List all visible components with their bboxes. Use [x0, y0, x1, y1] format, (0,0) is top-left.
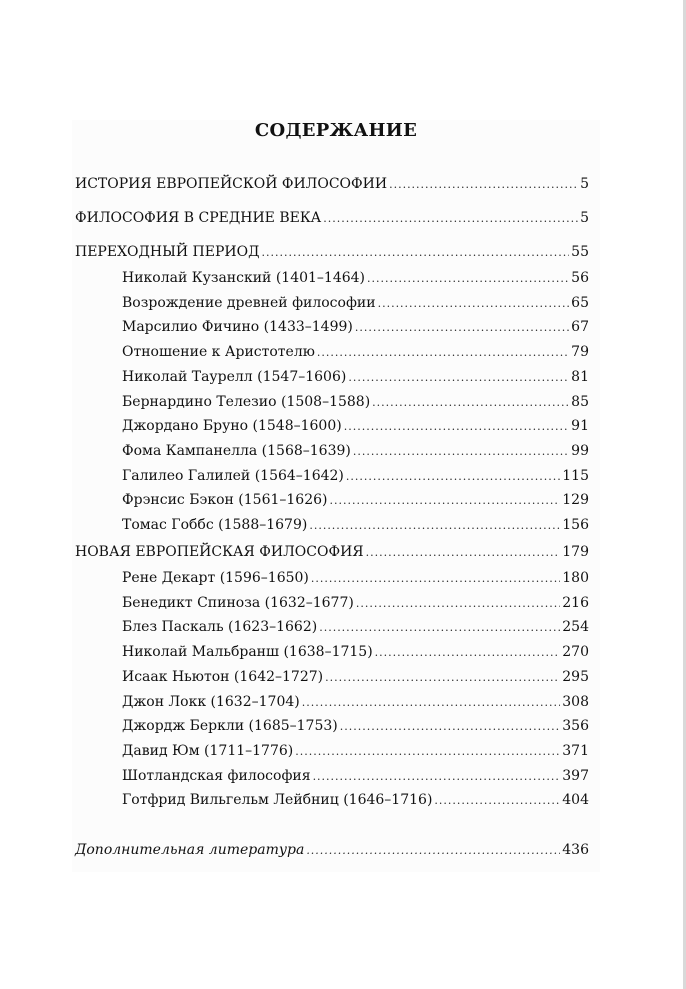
toc-section[interactable]	[75, 208, 589, 228]
toc-entry[interactable]	[122, 692, 589, 712]
toc-label: Исаак Ньютон (1642–1727)	[122, 669, 324, 685]
toc-entry[interactable]	[122, 268, 589, 288]
dot-leader	[389, 175, 578, 195]
toc-label: Николай Кузанский (1401–1464)	[122, 270, 366, 286]
toc-page-number: 5	[580, 176, 589, 192]
toc-page-number: 436	[562, 842, 589, 858]
toc-label: Томас Гоббс (1588–1679)	[122, 517, 308, 533]
toc-label: Фома Кампанелла (1568–1639)	[122, 443, 351, 459]
toc-label: Рене Декарт (1596–1650)	[122, 570, 309, 586]
toc-label: Марсилио Фичино (1433–1499)	[122, 319, 353, 335]
toc-entry[interactable]	[122, 741, 589, 761]
dot-leader	[295, 742, 560, 762]
toc-entry[interactable]	[122, 293, 589, 313]
dot-leader	[302, 693, 561, 713]
dot-leader	[434, 791, 560, 811]
dot-leader	[340, 717, 561, 737]
dot-leader	[372, 393, 569, 413]
dot-leader	[261, 243, 569, 263]
toc-entry[interactable]	[122, 466, 589, 486]
dot-leader	[317, 343, 569, 363]
toc-label: Готфрид Вильгельм Лейбниц (1646–1716)	[122, 792, 433, 808]
toc-label: Галилео Галилей (1564–1642)	[122, 468, 344, 484]
toc-label: Бернардино Телезио (1508–1588)	[122, 394, 371, 410]
toc-page-number: 79	[571, 344, 589, 360]
dot-leader	[367, 269, 569, 289]
toc-page-number: 356	[562, 718, 589, 734]
toc-page-number: 180	[562, 570, 589, 586]
dot-leader	[356, 594, 560, 614]
toc-page-number: 295	[562, 669, 589, 685]
toc-page-number: 81	[571, 369, 589, 385]
toc-entry[interactable]	[122, 642, 589, 662]
toc-page-number: 65	[571, 295, 589, 311]
toc-entry[interactable]	[122, 342, 589, 362]
toc-label: Джордж Беркли (1685–1753)	[122, 718, 338, 734]
toc-section[interactable]	[75, 242, 589, 262]
page-title: СОДЕРЖАНИЕ	[254, 120, 418, 141]
toc-label: ИСТОРИЯ ЕВРОПЕЙСКОЙ ФИЛОСОФИИ	[75, 176, 388, 192]
toc-label: Отношение к Аристотелю	[122, 344, 315, 360]
toc-label: Бенедикт Спиноза (1632–1677)	[122, 595, 354, 611]
toc-label: Возрождение древней философии	[122, 295, 376, 311]
toc-label: Николай Таурелл (1547–1606)	[122, 369, 347, 385]
toc-page-number: 5	[580, 210, 589, 226]
toc-entry[interactable]	[122, 317, 589, 337]
toc-label: Дополнительная литература	[75, 842, 305, 858]
dot-leader	[355, 318, 569, 338]
toc-page-number: 56	[571, 270, 589, 286]
toc-entry[interactable]	[122, 766, 589, 786]
toc-label: Фрэнсис Бэкон (1561–1626)	[122, 492, 328, 508]
toc-entry[interactable]	[122, 392, 589, 412]
dot-leader	[311, 569, 560, 589]
dot-leader	[325, 668, 560, 688]
toc-section[interactable]	[75, 174, 589, 194]
toc-entry[interactable]	[122, 416, 589, 436]
toc-page-number: 99	[571, 443, 589, 459]
dot-leader	[353, 442, 569, 462]
dot-leader	[366, 543, 561, 563]
toc-page-number: 67	[571, 319, 589, 335]
toc-label: Давид Юм (1711–1776)	[122, 743, 294, 759]
dot-leader	[319, 618, 560, 638]
toc-entry[interactable]	[122, 716, 589, 736]
toc-page-number: 308	[562, 694, 589, 710]
toc-page-number: 254	[562, 619, 589, 635]
toc-entry[interactable]	[122, 568, 589, 588]
toc-label: НОВАЯ ЕВРОПЕЙСКАЯ ФИЛОСОФИЯ	[75, 544, 364, 560]
toc-page-number: 115	[562, 468, 589, 484]
toc-label: Николай Мальбранш (1638–1715)	[122, 644, 373, 660]
dot-leader	[330, 491, 561, 511]
toc-section[interactable]	[75, 840, 589, 860]
dot-leader	[344, 417, 569, 437]
toc-label: Блез Паскаль (1623–1662)	[122, 619, 318, 635]
toc-entry[interactable]	[122, 490, 589, 510]
toc-label: ФИЛОСОФИЯ В СРЕДНИЕ ВЕКА	[75, 210, 322, 226]
toc-page-number: 156	[562, 517, 589, 533]
toc-label: Джон Локк (1632–1704)	[122, 694, 300, 710]
dot-leader	[375, 643, 561, 663]
dot-leader	[348, 368, 569, 388]
toc-entry[interactable]	[122, 367, 589, 387]
toc-page	[72, 120, 600, 872]
toc-page-number: 91	[571, 418, 589, 434]
dot-leader	[378, 294, 570, 314]
toc-label: Шотландская философия	[122, 768, 311, 784]
dot-leader	[323, 209, 578, 229]
dot-leader	[346, 467, 560, 487]
toc-page-number: 216	[562, 595, 589, 611]
toc-page-number: 371	[562, 743, 589, 759]
toc-section[interactable]	[75, 542, 589, 562]
toc-page-number: 270	[562, 644, 589, 660]
toc-page-number: 397	[562, 768, 589, 784]
toc-entry[interactable]	[122, 441, 589, 461]
toc-page-number: 85	[571, 394, 589, 410]
toc-page-number: 55	[571, 244, 589, 260]
toc-page-number: 179	[562, 544, 589, 560]
toc-entry[interactable]	[122, 515, 589, 535]
toc-page-number: 404	[562, 792, 589, 808]
dot-leader	[313, 767, 561, 787]
toc-label: ПЕРЕХОДНЫЙ ПЕРИОД	[75, 244, 260, 260]
toc-page-number: 129	[562, 492, 589, 508]
toc-label: Джордано Бруно (1548–1600)	[122, 418, 342, 434]
toc-entry[interactable]	[122, 617, 589, 637]
toc-entry[interactable]	[122, 593, 589, 613]
toc-entry[interactable]	[122, 667, 589, 687]
dot-leader	[306, 841, 560, 861]
dot-leader	[309, 516, 560, 536]
toc-entry[interactable]	[122, 790, 589, 810]
